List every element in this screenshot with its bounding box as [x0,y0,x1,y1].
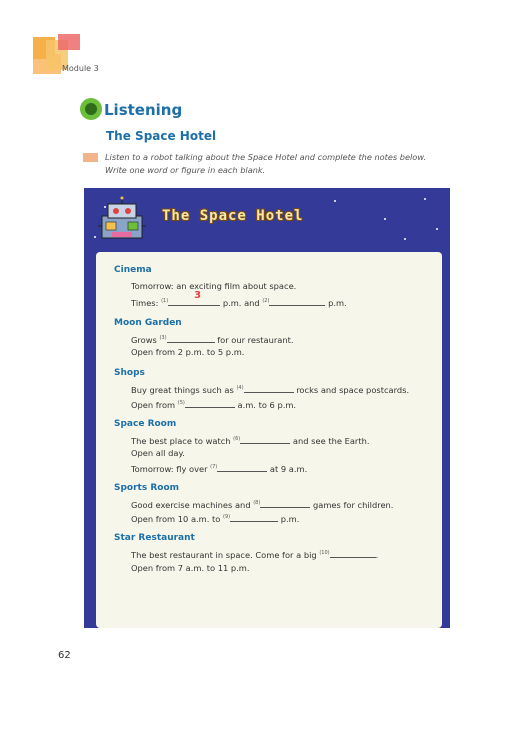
shops-open: Open from $^{(5)}$ a.m. to 6 p.m. [131,400,297,410]
moon-grows: Grows $^{(3)}$ for our restaurant. [131,335,294,345]
blank-5[interactable] [185,398,235,408]
section-title: Listening [104,101,183,119]
instruction-line: Write one word or figure in each blank. [105,165,266,175]
shops-buy: Buy great things such as $^{(4)}$ rocks and space postcards. [131,385,410,395]
blank-10[interactable] [330,548,376,558]
sports-open: Open from 10 a.m. to $^{(9)}$ p.m. [131,514,300,524]
blank-1[interactable] [168,290,220,306]
room-allday: Open all day. [131,448,185,458]
section-heading-moon-garden: Moon Garden [114,318,182,328]
answer-1: 3 [194,290,202,301]
room-best: The best place to watch $^{(6)}$ and see the Earth. [131,436,370,446]
page-number: 62 [58,650,71,661]
section-heading-sports-room: Sports Room [114,483,180,493]
instruction-marker [83,153,98,162]
blank-9[interactable] [230,512,278,522]
blank-3[interactable] [167,333,215,343]
cinema-times: Times: $^{(1)}$ 3 p.m. and $^{(2)}$ p.m. [131,290,347,308]
section-subtitle: The Space Hotel [106,129,217,143]
star-best: The best restaurant in space. Come for a big $^{(10)}$ . [131,550,379,560]
section-heading-star-restaurant: Star Restaurant [114,533,195,543]
blank-7[interactable] [217,462,267,472]
robot-icon [92,196,152,246]
blank-8[interactable] [260,498,310,508]
star-open: Open from 7 a.m. to 11 p.m. [131,563,250,573]
corner-decoration [58,34,80,50]
section-heading-cinema: Cinema [114,265,152,275]
banner-title: The Space Hotel [162,208,304,224]
headphones-icon [80,98,102,120]
blank-4[interactable] [244,383,294,393]
sports-good: Good exercise machines and $^{(8)}$ games for children. [131,500,394,510]
section-heading-space-room: Space Room [114,419,177,429]
cinema-line: Tomorrow: an exciting film about space. [131,281,297,291]
moon-open: Open from 2 p.m. to 5 p.m. [131,347,245,357]
instructions [105,151,465,177]
blank-6[interactable] [240,434,290,444]
room-fly: Tomorrow: fly over $^{(7)}$ at 9 a.m. [131,464,308,474]
blank-2[interactable] [269,296,325,306]
module-label: Module 3 [62,64,99,73]
instruction-line: Listen to a robot talking about the Space Hotel and complete the notes below. [105,152,427,162]
section-heading-shops: Shops [114,368,145,378]
